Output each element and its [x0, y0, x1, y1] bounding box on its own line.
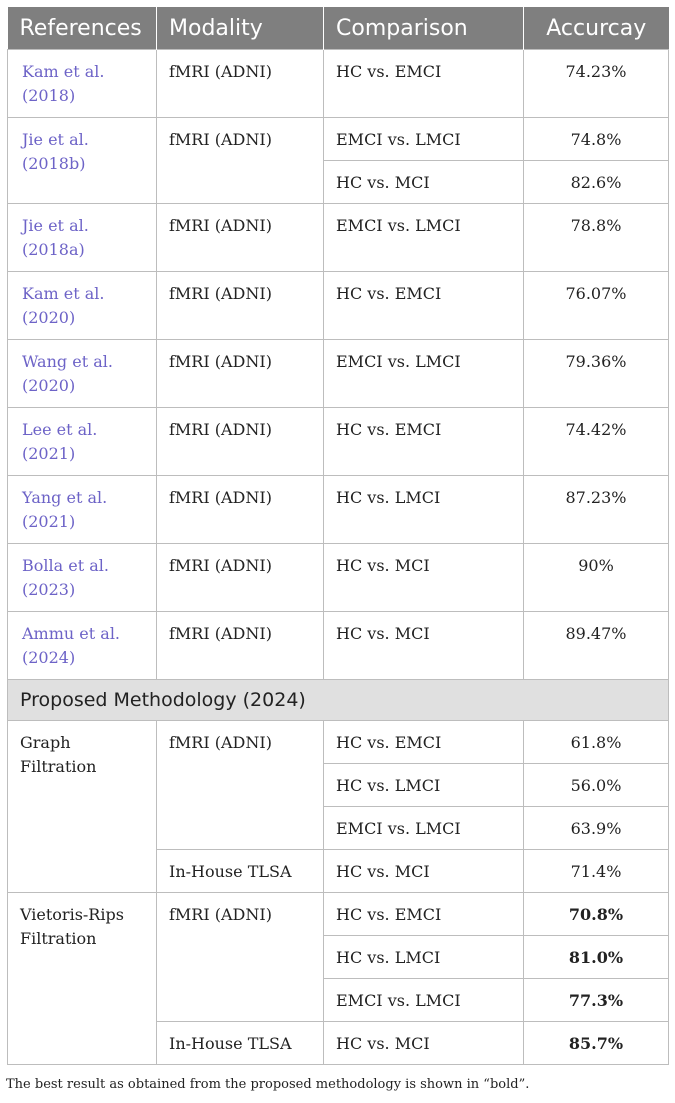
accuracy-cell: 79.36%: [524, 340, 669, 408]
header-row: [8, 7, 669, 50]
comparison-cell: HC vs. LMCI: [324, 764, 524, 807]
reference-cell[interactable]: [8, 544, 157, 612]
reference-link[interactable]: Yang et al. (2021): [22, 488, 108, 531]
header-comparison: Comparison: [324, 7, 524, 50]
accuracy-cell: 61.8%: [524, 721, 669, 764]
comparison-cell: HC vs. MCI: [324, 850, 524, 893]
table-row: [8, 721, 669, 764]
reference-cell[interactable]: [8, 408, 157, 476]
comparison-cell: HC vs. EMCI: [324, 893, 524, 936]
reference-cell[interactable]: [8, 118, 157, 204]
comparison-cell: HC vs. MCI: [324, 161, 524, 204]
table-row: [8, 612, 669, 680]
accuracy-cell: 78.8%: [524, 204, 669, 272]
comparison-cell: HC vs. MCI: [324, 612, 524, 680]
accuracy-cell-best: 85.7%: [524, 1022, 669, 1065]
header-references: References: [8, 7, 157, 50]
accuracy-cell-best: 81.0%: [524, 936, 669, 979]
reference-link[interactable]: Lee et al. (2021): [22, 420, 98, 463]
table-row: [8, 544, 669, 612]
table-row: [8, 272, 669, 340]
table-row: [8, 408, 669, 476]
comparison-cell: EMCI vs. LMCI: [324, 118, 524, 161]
comparison-cell: EMCI vs. LMCI: [324, 807, 524, 850]
reference-link[interactable]: Bolla et al. (2023): [22, 556, 109, 599]
header-modality: Modality: [157, 7, 324, 50]
method-cell: Vietoris-Rips Filtration: [8, 893, 157, 1065]
comparison-cell: HC vs. MCI: [324, 544, 524, 612]
modality-cell: fMRI (ADNI): [157, 118, 324, 204]
comparison-cell: EMCI vs. LMCI: [324, 204, 524, 272]
modality-cell: fMRI (ADNI): [157, 544, 324, 612]
reference-cell[interactable]: [8, 340, 157, 408]
table-row: [8, 340, 669, 408]
accuracy-cell: 90%: [524, 544, 669, 612]
comparison-table: [7, 7, 669, 1065]
accuracy-cell: 71.4%: [524, 850, 669, 893]
accuracy-cell: 63.9%: [524, 807, 669, 850]
accuracy-cell: 74.8%: [524, 118, 669, 161]
table-row: [8, 476, 669, 544]
modality-cell: fMRI (ADNI): [157, 340, 324, 408]
modality-cell: fMRI (ADNI): [157, 721, 324, 850]
reference-cell[interactable]: [8, 272, 157, 340]
reference-link[interactable]: Jie et al. (2018a): [22, 216, 89, 259]
modality-cell: fMRI (ADNI): [157, 476, 324, 544]
comparison-cell: HC vs. LMCI: [324, 476, 524, 544]
accuracy-cell: 82.6%: [524, 161, 669, 204]
comparison-cell: HC vs. LMCI: [324, 936, 524, 979]
table-row: [8, 204, 669, 272]
accuracy-cell-best: 77.3%: [524, 979, 669, 1022]
section-title: Proposed Methodology (2024): [8, 680, 669, 721]
modality-cell: In-House TLSA: [157, 1022, 324, 1065]
comparison-cell: HC vs. EMCI: [324, 272, 524, 340]
table-row: [8, 893, 669, 936]
comparison-cell: HC vs. MCI: [324, 1022, 524, 1065]
accuracy-cell: 74.23%: [524, 50, 669, 118]
comparison-cell: HC vs. EMCI: [324, 721, 524, 764]
comparison-cell: HC vs. EMCI: [324, 50, 524, 118]
modality-cell: fMRI (ADNI): [157, 204, 324, 272]
reference-cell[interactable]: [8, 612, 157, 680]
accuracy-cell-best: 70.8%: [524, 893, 669, 936]
accuracy-cell: 76.07%: [524, 272, 669, 340]
reference-link[interactable]: Kam et al. (2020): [22, 284, 105, 327]
accuracy-cell: 56.0%: [524, 764, 669, 807]
accuracy-cell: 74.42%: [524, 408, 669, 476]
table-footnote: The best result as obtained from the proposed methodology is shown in “bold”.: [6, 1077, 530, 1092]
comparison-cell: EMCI vs. LMCI: [324, 979, 524, 1022]
reference-cell[interactable]: [8, 50, 157, 118]
reference-cell[interactable]: [8, 204, 157, 272]
modality-cell: fMRI (ADNI): [157, 408, 324, 476]
section-row: [8, 680, 669, 721]
method-cell: Graph Filtration: [8, 721, 157, 893]
modality-cell: fMRI (ADNI): [157, 893, 324, 1022]
reference-cell[interactable]: [8, 476, 157, 544]
header-accuracy: Accurcay: [524, 7, 669, 50]
modality-cell: fMRI (ADNI): [157, 612, 324, 680]
modality-cell: fMRI (ADNI): [157, 50, 324, 118]
reference-link[interactable]: Wang et al. (2020): [22, 352, 113, 395]
table-row: [8, 50, 669, 118]
reference-link[interactable]: Ammu et al. (2024): [22, 624, 121, 667]
reference-link[interactable]: Jie et al. (2018b): [22, 130, 89, 173]
modality-cell: fMRI (ADNI): [157, 272, 324, 340]
modality-cell: In-House TLSA: [157, 850, 324, 893]
reference-link[interactable]: Kam et al. (2018): [22, 62, 105, 105]
accuracy-cell: 87.23%: [524, 476, 669, 544]
comparison-cell: HC vs. EMCI: [324, 408, 524, 476]
table-row: [8, 118, 669, 161]
comparison-cell: EMCI vs. LMCI: [324, 340, 524, 408]
accuracy-cell: 89.47%: [524, 612, 669, 680]
